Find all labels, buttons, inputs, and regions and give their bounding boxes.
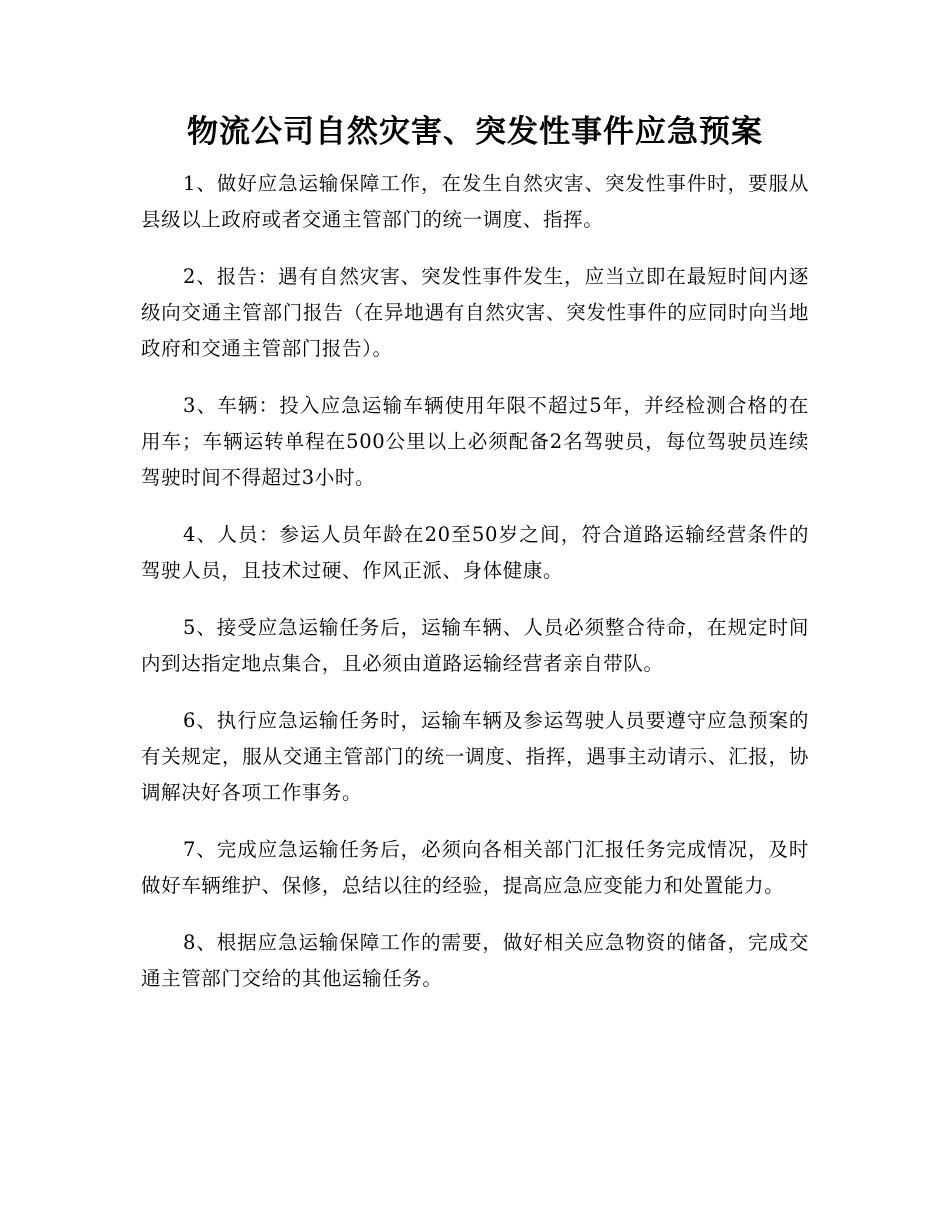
document-title: 物流公司自然灾害、突发性事件应急预案 xyxy=(187,114,763,150)
document-body xyxy=(141,166,809,1018)
paragraph-1: 1、做好应急运输保障工作，在发生自然灾害、突发性事件时，要服从县级以上政府或者交通主管部门的统一调度、指挥。 xyxy=(141,172,809,231)
paragraph-7: 7、完成应急运输任务后，必须向各相关部门汇报任务完成情况，及时做好车辆维护、保修，总结以往的经验，提高应急应变能力和处置能力。 xyxy=(141,838,809,897)
paragraph-5: 5、接受应急运输任务后，运输车辆、人员必须整合待命，在规定时间内到达指定地点集合，且必须由道路运输经营者亲自带队。 xyxy=(141,616,809,675)
paragraph-4: 4、人员：参运人员年龄在20至50岁之间，符合道路运输经营条件的驾驶人员，且技术过硬、作风正派、身体健康。 xyxy=(141,523,809,582)
paragraph-8: 8、根据应急运输保障工作的需要，做好相关应急物资的储备，完成交通主管部门交给的其他运输任务。 xyxy=(141,931,809,990)
paragraph-3: 3、车辆：投入应急运输车辆使用年限不超过5年，并经检测合格的在用车；车辆运转单程在500公里以上必须配备2名驾驶员，每位驾驶员连续驾驶时间不得超过3小时。 xyxy=(141,394,809,489)
paragraph-2: 2、报告：遇有自然灾害、突发性事件发生，应当立即在最短时间内逐级向交通主管部门报告（在异地遇有自然灾害、突发性事件的应同时向当地政府和交通主管部门报告）。 xyxy=(141,265,809,360)
paragraph-6: 6、执行应急运输任务时，运输车辆及参运驾驶人员要遵守应急预案的有关规定，服从交通主管部门的统一调度、指挥，遇事主动请示、汇报，协调解决好各项工作事务。 xyxy=(141,709,809,804)
